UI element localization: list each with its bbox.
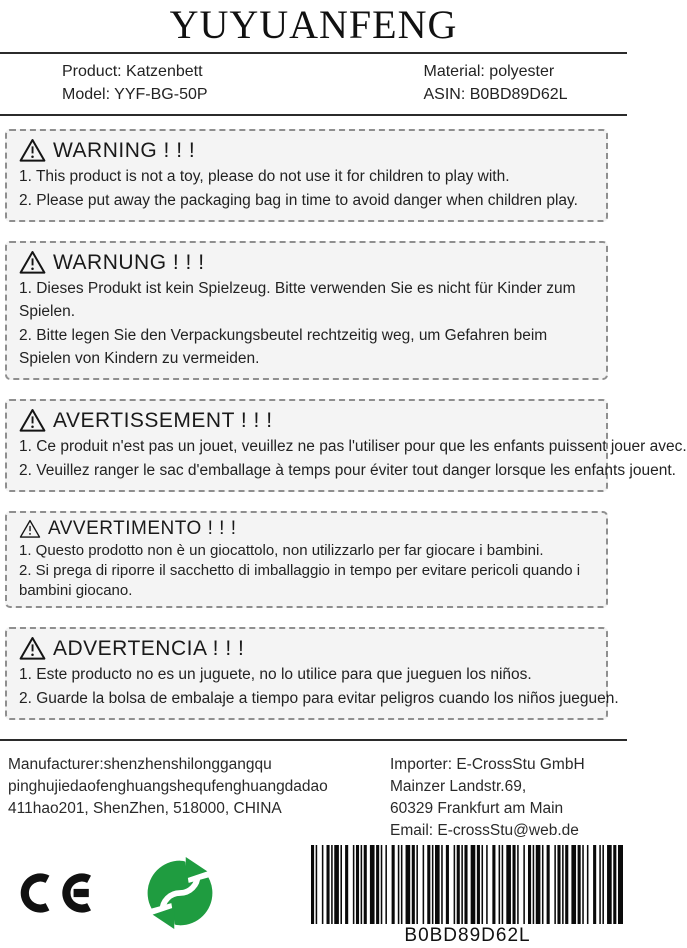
barcode <box>310 845 625 947</box>
product-info <box>0 54 627 114</box>
warning-header <box>19 248 596 276</box>
warning-line: 2. Veuillez ranger le sac d'emballage à temps pour éviter tout danger lorsque les enfants jouent. <box>19 462 676 479</box>
warning-line: 2. Please put away the packaging bag in time to avoid danger when children play. <box>19 192 578 209</box>
warning-triangle-icon <box>19 636 46 661</box>
warning-box-es <box>5 627 619 720</box>
warning-line: 2. Guarde la bolsa de embalaje a tiempo para evitar peligros cuando los niños jueguen. <box>19 690 619 707</box>
warning-triangle-icon <box>19 250 46 275</box>
manufacturer-block <box>0 754 382 842</box>
warning-triangle-icon <box>19 519 41 539</box>
warning-line: 1. Ce produit n'est pas un jouet, veuillez ne pas l'utiliser pour que les enfants puissent jouer avec. <box>19 438 687 455</box>
warning-title: AVVERTIMENTO ! ! ! <box>48 518 237 539</box>
warning-header <box>19 634 596 662</box>
barcode-text: B0BD89D62L <box>404 925 531 946</box>
compliance-footer <box>0 842 627 948</box>
manufacturer-line: Manufacturer:shenzhenshilonggangqu <box>8 756 272 773</box>
product-material: Material: polyester <box>423 63 555 80</box>
product-name: Product: Katzenbett <box>62 63 203 80</box>
warning-box-it <box>5 511 608 608</box>
warning-title: AVERTISSEMENT ! ! ! <box>53 408 273 432</box>
warning-section <box>0 116 687 720</box>
warning-line: 2. Si prega di riporre il sacchetto di imballaggio in tempo per evitare pericoli quando i bambini giocano. <box>19 562 581 599</box>
manufacturer-line: pinghujiedaofenghuangshequfenghuangdadao <box>8 778 328 795</box>
warning-line: 2. Bitte legen Sie den Verpackungsbeutel rechtzeitig weg, um Gefahren beim Spielen von Kindern zu vermeiden. <box>19 327 548 367</box>
warning-triangle-icon <box>19 408 46 433</box>
warning-box-de <box>5 241 608 380</box>
warning-line: 1. This product is not a toy, please do not use it for children to play with. <box>19 168 510 185</box>
warning-line: 1. Dieses Produkt ist kein Spielzeug. Bitte verwenden Sie es nicht für Kinder zum Spielen. <box>19 280 576 320</box>
importer-line: Importer: E-CrossStu GmbH <box>390 756 585 773</box>
warning-header <box>19 136 596 164</box>
warning-title: WARNING ! ! ! <box>53 138 196 162</box>
warning-title: ADVERTENCIA ! ! ! <box>53 636 245 660</box>
warning-box-en <box>5 129 608 222</box>
green-dot-recycle-icon <box>144 857 216 929</box>
brand-title: YUYUANFENG <box>169 2 458 47</box>
barcode-graphic <box>310 845 625 924</box>
product-asin: ASIN: B0BD89D62L <box>423 86 568 103</box>
importer-line: Email: E-crossStu@web.de <box>390 822 579 839</box>
warning-triangle-icon <box>19 138 46 163</box>
warning-header <box>19 406 596 434</box>
importer-line: 60329 Frankfurt am Main <box>390 800 564 817</box>
manufacturer-line: 411hao201, ShenZhen, 518000, CHINA <box>8 800 282 817</box>
warning-line: 1. Questo prodotto non è un giocattolo, non utilizzarlo per far giocare i bambini. <box>19 542 544 559</box>
address-section <box>0 741 627 842</box>
ce-mark-icon <box>15 859 97 927</box>
importer-block <box>382 754 585 842</box>
warning-title: WARNUNG ! ! ! <box>53 250 205 274</box>
importer-line: Mainzer Landstr.69, <box>390 778 527 795</box>
warning-box-fr <box>5 399 687 492</box>
warning-line: 1. Este producto no es un juguete, no lo utilice para que jueguen los niños. <box>19 666 532 683</box>
product-model: Model: YYF-BG-50P <box>62 86 208 103</box>
warning-header <box>19 516 596 541</box>
